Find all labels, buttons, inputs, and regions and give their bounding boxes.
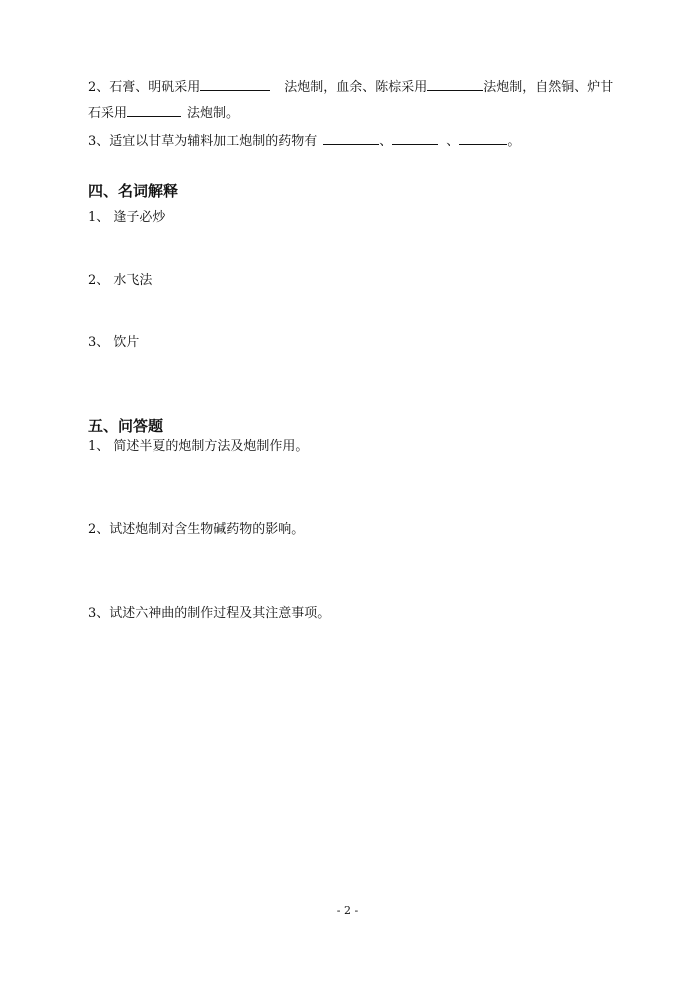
section-4-item-1: 1、 逢子必炒 [88, 210, 166, 225]
question-2-line-2 [88, 102, 239, 123]
q3-sep-1: 、 [379, 134, 393, 149]
q3-sep-2: 、 [446, 134, 460, 149]
page-number: - 2 - [336, 904, 359, 917]
section-5-item-1: 1、 简述半夏的炮制方法及炮制作用。 [88, 439, 309, 454]
question-2-line-1 [88, 76, 613, 97]
q3-end: 。 [507, 134, 521, 149]
section-4-item-3: 3、 饮片 [88, 335, 140, 350]
section-5-item-3: 3、试述六神曲的制作过程及其注意事项。 [88, 606, 331, 621]
q2-blank-1[interactable] [200, 76, 270, 91]
q2-blank-2[interactable] [427, 76, 483, 91]
q2-text-3: 法炮制，自然铜、炉甘 [483, 80, 614, 95]
q2-text-2: 法炮制，血余、陈棕采用 [284, 80, 428, 95]
q3-text: 3、适宜以甘草为辅料加工炮制的药物有 [88, 134, 318, 149]
q2-text-1: 2、石膏、明矾采用 [88, 80, 201, 95]
section-5-heading: 五、问答题 [88, 417, 164, 435]
question-3-line [88, 130, 520, 151]
section-4-heading: 四、名词解释 [88, 182, 179, 200]
q2-blank-3[interactable] [127, 102, 181, 117]
section-4-item-2: 2、 水飞法 [88, 273, 153, 288]
q3-blank-3[interactable] [459, 130, 507, 145]
q3-blank-2[interactable] [392, 130, 438, 145]
section-5-item-2: 2、试述炮制对含生物碱药物的影响。 [88, 522, 305, 537]
q2-text-4: 石采用 [88, 106, 128, 121]
q2-text-5: 法炮制。 [187, 106, 240, 121]
q3-blank-1[interactable] [323, 130, 379, 145]
